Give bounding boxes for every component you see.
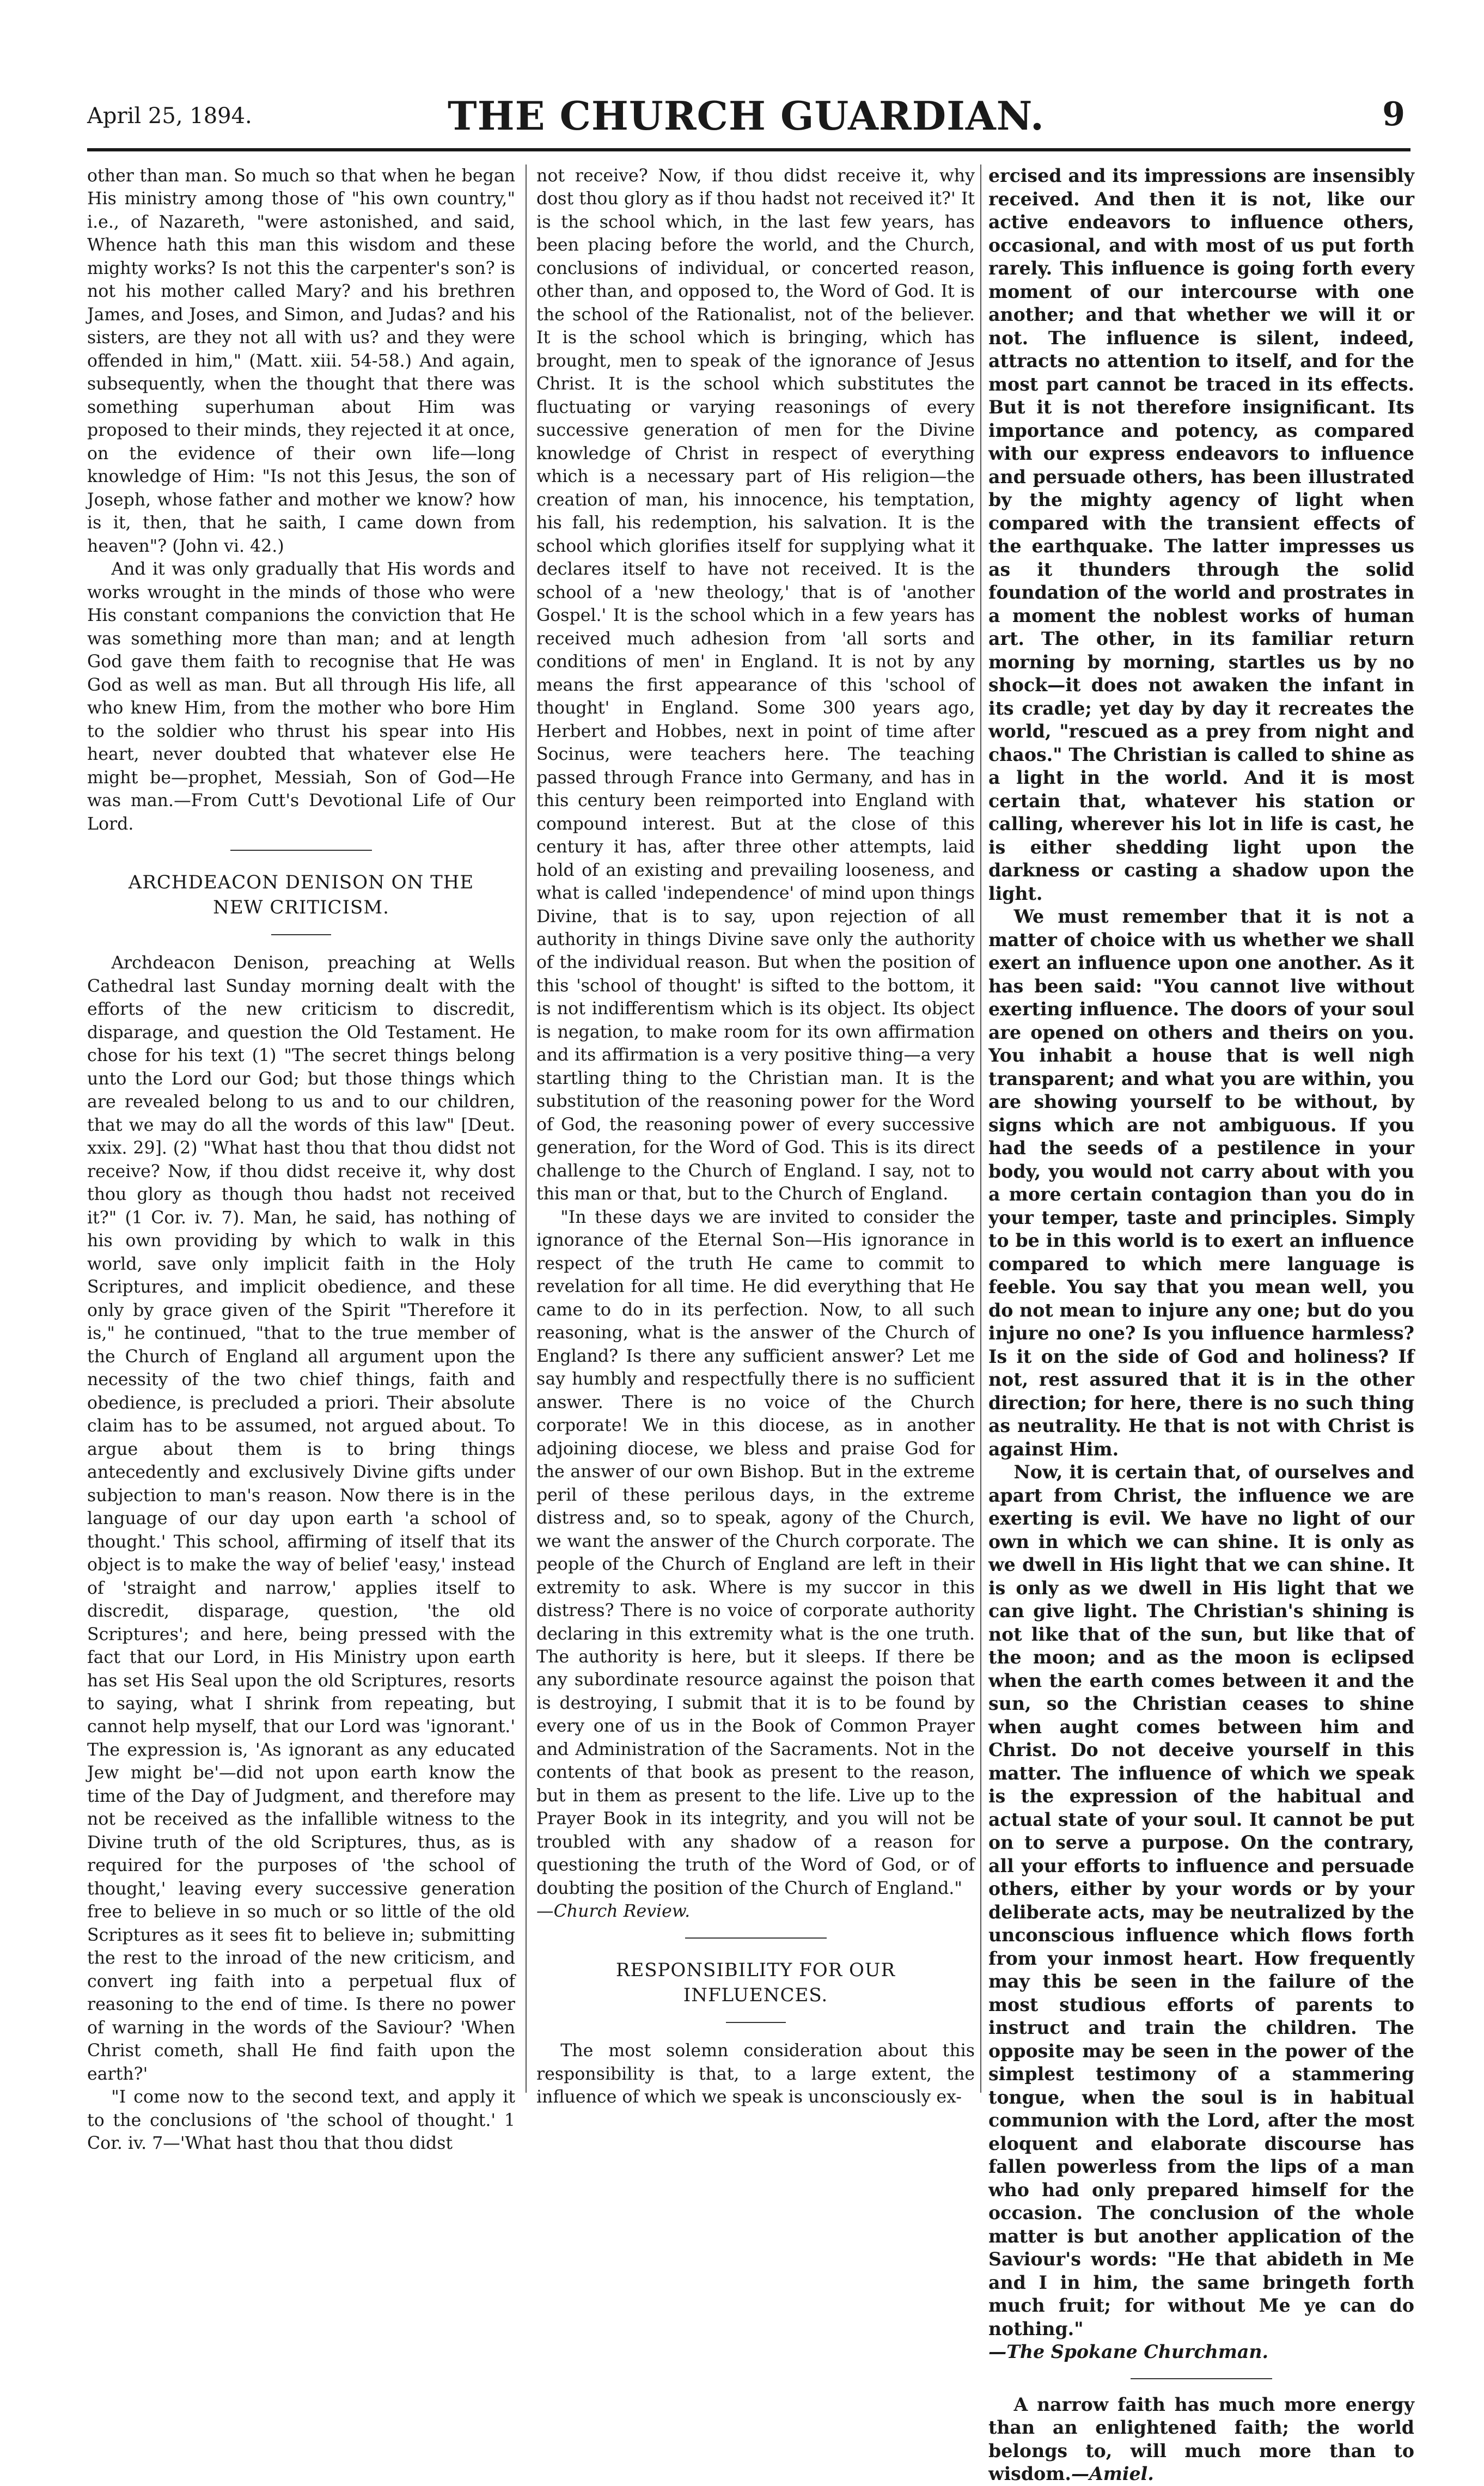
epigram-source: —Amiel. (1071, 2463, 1154, 2484)
article-paragraph: Archdeacon Denison, preaching at Wells Cathedral last Sunday morning dealt with the efforts of the new criticism to discredit, disparage, and question the Old Testament. He chose for his text (1) "The secret things belong unto the Lord our God; but those things which are revealed belong to us and to our children, that we may do all the words of this law" [Deut. xxix. 29]. (2) "What hast thou that thou didst not receive? Now, if thou didst receive it, why dost thou glory as though thou hadst not received it?" (1 Cor. iv. 7). Man, he said, has nothing of his own providing by which to walk in this world, save only implicit faith in the Holy Scriptures, and implicit obedience, and these only by grace given of the Spirit "Therefore it is," he continued, "that to the true member of the Church of England all argument upon the necessity of the two chief things, faith and obedience, is precluded a priori. Their absolute claim has to be assumed, not argued about. To argue about them is to bring things antecedently and exclusively Divine gifts under subjection to man's reason. Now there is in the language of our day upon earth 'a school of thought.' This school, affirming of itself that its object is to make the way of belief 'easy,' instead of 'straight and narrow,' applies itself to discredit, disparage, question, 'the old Scriptures'; and here, being pressed with the fact that our Lord, in His Ministry upon earth has set His Seal upon the old Scriptures, resorts to saying, what I shrink from repeating, but cannot help myself, that our Lord was 'ignorant.' The expression is, 'As ignorant as any educated Jew might be'—did not upon earth know the time of the Day of Judgment, and therefore may not be received as the infallible witness to the Divine truth of the old Scriptures, thus, as is required for the purposes of 'the school of thought,' leaving every successive generation free to believe in so much or so little of the old Scriptures as it sees fit to believe in; submitting the rest to the inroad of the new criticism, and convert ing faith into a perpetual flux of reasoning to the end of time. Is there no power of warning in the words of the Saviour? 'When Christ cometh, shall He find faith upon the earth?' (87, 953, 515, 2084)
issue-date: April 25, 1894. (87, 103, 252, 129)
article-headline: RESPONSIBILITY FOR OUR INFLUENCES. (615, 1959, 896, 2006)
article-source: —The Spokane Churchman. (988, 2341, 1269, 2362)
page-header (87, 93, 1405, 147)
column-divider (980, 164, 981, 2093)
article-paragraph: "I come now to the second text, and apply it to the conclusions of 'the school of thought.' 1 Cor. iv. 7—'What hast thou that thou didst (87, 2087, 515, 2154)
page-number: 9 (1382, 95, 1405, 133)
column-3 (988, 164, 1414, 2484)
headline-rule (271, 934, 331, 935)
article-paragraph: Now, it is certain that, of ourselves and apart from Christ, the influence we are exerting is evil. We have no light of our own in which we can shine. It is only as we dwell in His light that we can shine. It is only as we dwell in His light that we can give light. The Christian's shining is not like that of the sun, but like that of the moon; and as the moon is eclipsed when the earth comes between it and the sun, so the Christian ceases to shine when aught comes between him and Christ. Do not deceive yourself in this matter. The influence of which we speak is the expression of the habitual and actual state of your soul. It cannot be put on to serve a purpose. On the contrary, all your efforts to influence and persuade others, either by your words or by your deliberate acts, may be neutralized by the unconscious influence which flows forth from your inmost heart. How frequently may this be seen in the failure of the most studious efforts of parents to instruct and train the children. The opposite may be seen in the power of the simplest testimony of a stammering tongue, when the soul is in habitual communion with the Lord, after the most eloquent and elaborate discourse has fallen powerless from the lips of a man who had only prepared himself for the occasion. The conclusion of the whole matter is but another application of the Saviour's words: "He that abideth in Me and I in him, the same bringeth forth much fruit; for without Me ye can do nothing." (988, 1461, 1414, 2339)
article-paragraph: And it was only gradually that His words and works wrought in the minds of those who were His constant companions the conviction that He was something more than man; and at length God gave them faith to recognise that He was God as well as man. But all through His life, all who knew Him, from the mother who bore Him to the soldier who thrust his spear into His heart, never doubted that whatever else He might be—prophet, Messiah, Son of God—He was man.—From Cutt's Devotional Life of Our Lord. (87, 559, 515, 834)
masthead-title: THE CHURCH GUARDIAN. (448, 93, 1045, 139)
column-1 (87, 164, 515, 2154)
epigram-text: A narrow faith has much more energy than an enlightened faith; the world belongs to, will much more than to wisdom. (988, 2393, 1414, 2484)
article-paragraph: The most solemn consideration about this responsibility is that, to a large extent, the influence of which we speak is unconsciously ex- (536, 2041, 975, 2107)
article-paragraph: "In these days we are invited to consider the ignorance of the Eternal Son—His ignorance in respect of the truth He came to commit to revelation for all time. He did everything that He came to do in its perfection. Now, to all such reasoning, what is the answer of the Church of England? Is there any sufficient answer? Let me say humbly and respectfully there is no sufficient answer. There is no voice of the Church corporate! We in this diocese, as in another adjoining diocese, we bless and praise God for the answer of our own Bishop. But in the extreme peril of these perilous days, in the extreme distress and, so to speak, agony of the Church, we want the answer of the Church corporate. The people of the Church of England are left in their extremity to ask. Where is my succor in this distress? There is no voice of corporate authority declaring in this extremity what is the one truth. The authority is here, but it sleeps. If there be any subordinate resource against the poison that is destroying, I submit that it is to be found by every one of us in the Book of Common Prayer and Administration of the Sacraments. Not in the contents of that book as present to the reason, but in them as present to the life. Live up to the Prayer Book in its integrity, and you will not be troubled with any shadow of a reason for questioning the truth of the Word of God, or of doubting the position of the Church of England." (536, 1207, 975, 1898)
article-source: —Church Review. (536, 1902, 691, 1922)
column-2 (536, 164, 975, 2107)
header-rule (87, 148, 1410, 151)
column-divider (526, 164, 527, 2093)
article-paragraph: ercised and its impressions are insensibly received. And then it is not, like our active endeavors to influence others, occasional, and with most of us put forth rarely. This influence is going forth every moment of our intercourse with one another; and that whether we will it or not. The influence is silent, indeed, attracts no attention to itself, and for the most part cannot be traced in its effects. But it is not therefore insignificant. Its importance and potency, as compared with our express endeavors to influence and persuade others, has been illustrated by the mighty agency of light when compared with the transient effects of the earthquake. The latter impresses us as it thunders through the solid foundation of the world and prostrates in a moment the noblest works of human art. The other, in its familiar return morning by morning, startles us by no shock—it does not awaken the infant in its cradle; yet day by day it recreates the world, "rescued as a prey from night and chaos." The Christian is called to shine as a light in the world. And it is most certain that, whatever his station or calling, wherever his lot in life is cast, he is either shedding light upon the darkness or casting a shadow upon the light. (988, 165, 1414, 904)
epigram (988, 2393, 1414, 2486)
section-rule (685, 1937, 827, 1939)
article-paragraph: not receive? Now, if thou didst receive it, why dost thou glory as if thou hadst not received it?' It is the school which, in the last few years, has been placing before the world, and the Church, conclusions of individual, or concerted reason, other than, and opposed to, the Word of God. It is the school of the Rationalist, not of the believer. It is the school which is bringing, which has brought, men to speak of the ignorance of Jesus Christ. It is the school which substitutes the fluctuating or varying reasonings of every successive generation of men for the Divine knowledge of Christ in respect of everything which is a necessary part of His religion—the creation of man, his innocence, his temptation, his fall, his redemption, his salvation. It is the school which glorifies itself for supplying what it declares itself to have not received. It is the school of a 'new theology,' that is of 'another Gospel.' It is the school which in a few years has received much adhesion from 'all sorts and conditions of men' in England. It is not by any means the first appearance of this 'school of thought' in England. Some 300 years ago, Herbert and Hobbes, next in point of time after Socinus, were teachers here. The teaching passed through France into Germany, and has in this century been reimported into England with compound interest. But at the close of this century it has, after three other attempts, laid hold of an existing and prevailing looseness, and what is called 'independence' of mind upon things Divine, that is to say, upon rejection of all authority in things Divine save only the authority of the individual reason. But when the position of this 'school of thought' is sifted to the bottom, it is not indifferentism which is its object. Its object is negation, to make room for its own affirmation and its affirmation is a very positive thing—a very startling thing to the Christian man. It is the substitution of the reasoning power for the Word of God, the reasoning power of every successive generation, for the Word of God. This is its direct challenge to the Church of England. I say, not to this man or that, but to the Church of England. (536, 166, 975, 1204)
article-paragraph: We must remember that it is not a matter of choice with us whether we shall exert an influence upon one another. As it has been said: "You cannot live without exerting influence. The doors of your soul are opened on others and theirs on you. You inhabit a house that is well nigh transparent; and what you are within, you are showing yourself to be without, by signs which are not ambiguous. If you had the seeds of a pestilence in your body, you would not carry about with you a more certain contagion than you do in your temper, taste and principles. Simply to be in this world is to exert an influence compared to which mere language is feeble. You say that you mean well, you do not mean to injure any one; but do you injure no one? Is you influence harmless? Is it on the side of God and holiness? If not, rest assured that it is in the other direction; for here, there is no such thing as neutrality. He that is not with Christ is against Him. (988, 906, 1414, 1460)
section-rule (1131, 2378, 1272, 2379)
article-paragraph: other than man. So much so that when he began His ministry among those of "his own country," i.e., of Nazareth, "were astonished, and said, Whence hath this man this wisdom and these mighty works? Is not this the carpenter's son? is not his mother called Mary? and his brethren James, and Joses, and Simon, and Judas? and his sisters, are they not all with us? and they were offended in him," (Matt. xiii. 54-58.) And again, subsequently, when the thought that there was something superhuman about Him was proposed to their minds, they rejected it at once, on the evidence of their own life—long knowledge of Him: "Is not this Jesus, the son of Joseph, whose father and mother we know? how is it, then, that he saith, I came down from heaven"? (John vi. 42.) (87, 166, 515, 556)
article-headline: ARCHDEACON DENISON ON THE NEW CRITICISM. (128, 872, 474, 918)
headline-rule (726, 2022, 786, 2023)
section-rule (230, 850, 372, 851)
